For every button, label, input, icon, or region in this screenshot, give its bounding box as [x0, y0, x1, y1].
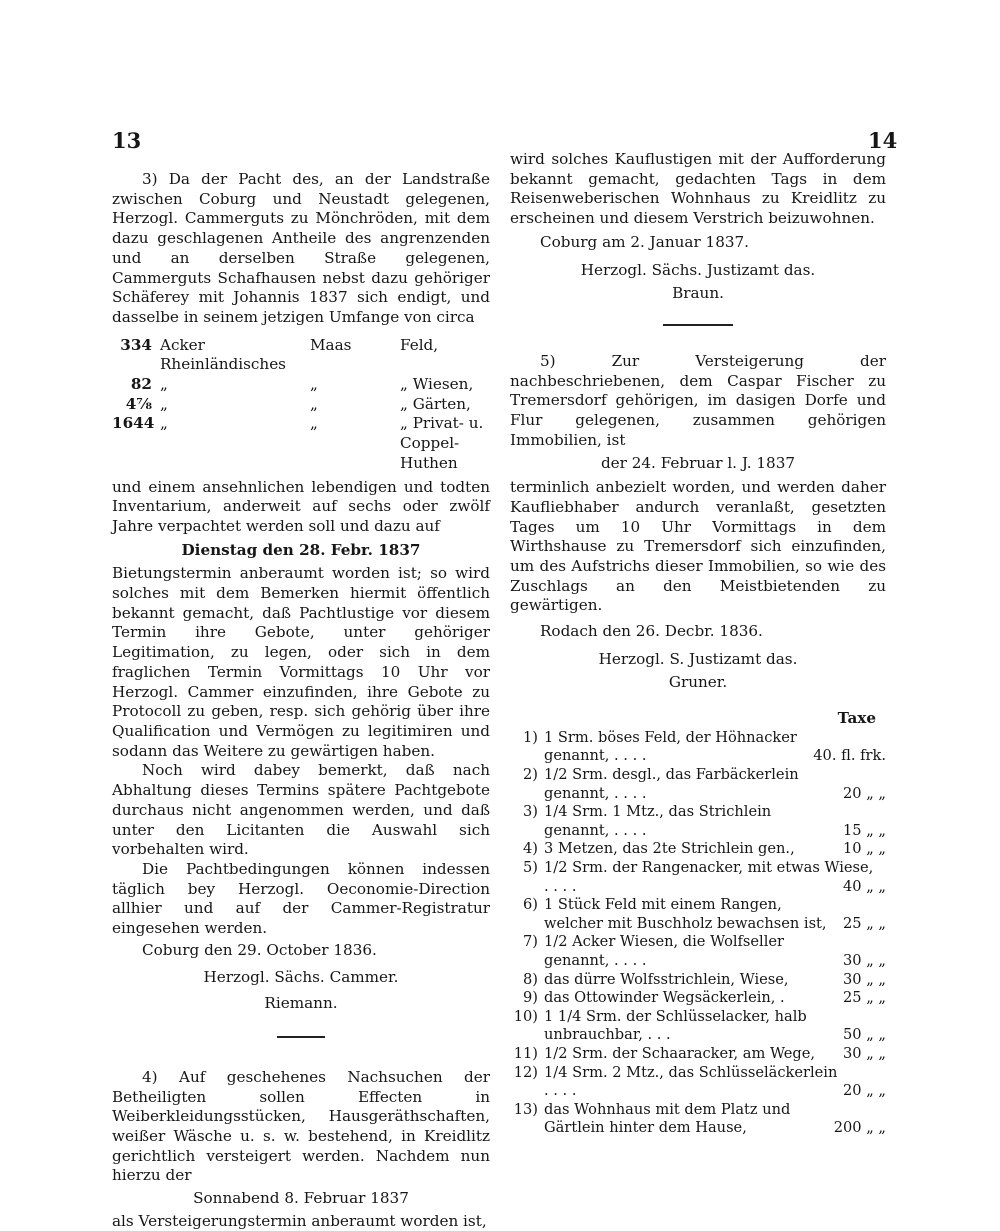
list-item: 2) 1/2 Srm. desgl., das Farbäckerlein genannt, . . . . 20 „ „	[523, 766, 886, 802]
item3-place-date: Coburg den 29. October 1836.	[142, 940, 377, 959]
item4-signer: Braun.	[672, 284, 724, 303]
left-column	[112, 170, 490, 1231]
item3-authority: Herzogl. Sächs. Cammer.	[203, 968, 399, 987]
item3-body-4: Die Pachtbedingungen können indessen täglich bey Herzogl. Oeconomie-Direction allhier und auf der Cammer-Registratur eingesehen werden.	[112, 859, 490, 938]
list-item: 9) das Ottowinder Wegsäckerlein, . 25 „ „	[523, 989, 886, 1007]
list-item: 1) 1 Srm. böses Feld, der Höhnacker genannt, . . . . 40. fl. frk.	[523, 728, 886, 765]
item3-body-3: Noch wird dabey bemerkt, daß nach Abhaltung dieses Termins spätere Pachtgebote durchaus nicht angenommen werden, und daß unter den Licitanten die Auswahl sich vorbehalten wird.	[112, 761, 490, 859]
taxe-header: Taxe	[837, 709, 876, 728]
list-item: 13) das Wohnhaus mit dem Platz und Gärtlein hinter dem Hause, 200 „ „	[513, 1100, 886, 1137]
list-item: 11) 1/2 Srm. der Schaaracker, am Wege, 30 „ „	[513, 1044, 886, 1062]
acreage-row: 4⅞ „ „ „ Gärten,	[125, 394, 471, 413]
list-item: 5) 1/2 Srm. der Rangenacker, mit etwas Wiese, . . . . 40 „ „	[523, 859, 886, 895]
item4-date: Sonnabend 8. Februar 1837	[193, 1189, 409, 1208]
item5-place-date: Rodach den 26. Decbr. 1836.	[540, 622, 763, 641]
item5-body: terminlich anbezielt worden, und werden daher Kaufliebhaber andurch veranlaßt, gesetzten Tages um 10 Uhr Vormittags in dem Wirthshause zu Tremersdorf sich einzufinden, um des Aufstrichs dieser Immobilien, so wie des Zuschlags an den Meistbietenden zu gewärtigen.	[510, 478, 886, 615]
acreage-row: 334 Acker Rheinländisches Maas Feld,	[120, 335, 439, 374]
item3-signer: Riemann.	[264, 994, 338, 1013]
acreage-row: 82 „ „ „ Wiesen,	[130, 375, 474, 394]
page-number-right: 14	[868, 128, 898, 153]
item5-signer: Gruner.	[668, 673, 728, 692]
list-item: 8) das dürre Wolfsstrichlein, Wiese, 30 „ „	[523, 970, 886, 988]
section-divider	[663, 324, 733, 326]
item3-body-1: und einem ansehnlichen lebendigen und todten Inventarium, anderweit auf sechs oder zwölf Jahre verpachtet werden soll und dazu auf	[112, 477, 490, 535]
list-item: 4) 3 Metzen, das 2te Strichlein gen., 10 „ „	[523, 840, 886, 858]
item4-tail: als Versteigerungstermin anberaumt worden ist,	[112, 1211, 487, 1230]
section-divider	[277, 1036, 325, 1038]
item3-body-2: Bietungstermin anberaumt worden ist; so wird solches mit dem Bemerken hiermit öffentlich bekannt gemacht, daß Pachtlustige vor diesem Termin ihre Gebote, unter gehöriger Legitimation, zu legen, oder sich in dem fraglichen Termin Vormittags 10 Uhr vor Herzogl. Cammer einzufinden, ihre Gebote zu Protocoll zu geben, resp. sich gehörig über ihre Qualification und Vermögen zu legitimiren und sodann das Weitere zu gewärtigen haben.	[112, 564, 490, 760]
item3-intro: 3) Da der Pacht des, an der Landstraße zwischen Coburg und Neustadt gelegenen, Herzogl. Cammerguts zu Mönchröden, mit dem dazu geschlagenen Antheile des angrenzenden und an derselben Straße gelegenen, Cammerguts Schafhausen nebst dazu gehöriger Schäferey mit Johannis 1837 sich endigt, und dasselbe in seinem jetzigen Umfange von circa	[112, 170, 490, 326]
list-item: 10) 1 1/4 Srm. der Schlüsselacker, halb unbrauchbar, . . . 50 „ „	[513, 1007, 886, 1044]
list-item: 12) 1/4 Srm. 2 Mtz., das Schlüsseläckerlein . . . . 20 „ „	[513, 1063, 886, 1100]
acreage-row: Coppel-	[400, 434, 460, 453]
list-item: 3) 1/4 Srm. 1 Mtz., das Strichlein genannt, . . . . 15 „ „	[523, 803, 886, 839]
list-item: 6) 1 Stück Feld mit einem Rangen, welcher mit Buschholz bewachsen ist, 25 „ „	[523, 896, 886, 932]
right-column	[510, 150, 886, 1138]
item5-authority: Herzogl. S. Justizamt das.	[598, 649, 798, 668]
lot-list	[510, 729, 886, 1138]
acreage-row: Huthen	[400, 453, 458, 472]
item3-date: Dienstag den 28. Febr. 1837	[181, 540, 421, 559]
item5-date: der 24. Februar l. J. 1837	[600, 454, 796, 473]
page-number-left: 13	[112, 128, 142, 153]
acreage-row: 1644 „ „ „ Privat- u.	[112, 414, 484, 433]
item4-continuation: wird solches Kauflustigen mit der Aufforderung bekannt gemacht, gedachten Tags in dem Reisenweberischen Wohnhaus zu Kreidlitz zu erscheinen und diesem Verstrich beizuwohnen.	[510, 150, 886, 228]
item4-text: 4) Auf geschehenes Nachsuchen der Betheiligten sollen Effecten in Weiberkleidungsstücken, Hausgeräthschaften, weißer Wäsche u. s. w. bestehend, in Kreidlitz gerichtlich versteigert werden. Nachdem nun hierzu der	[112, 1067, 490, 1185]
item4-place-date: Coburg am 2. Januar 1837.	[540, 232, 750, 251]
list-item: 7) 1/2 Acker Wiesen, die Wolfseller genannt, . . . . 30 „ „	[523, 933, 886, 969]
item5-text: 5) Zur Versteigerung der nachbeschriebenen, dem Caspar Fischer zu Tremersdorf gehörigen, im dasigen Dorfe und Flur gelegenen, zusammen gehörigen Immobilien, ist	[510, 351, 886, 449]
acreage-table	[112, 336, 490, 474]
item4-authority: Herzogl. Sächs. Justizamt das.	[580, 260, 816, 279]
